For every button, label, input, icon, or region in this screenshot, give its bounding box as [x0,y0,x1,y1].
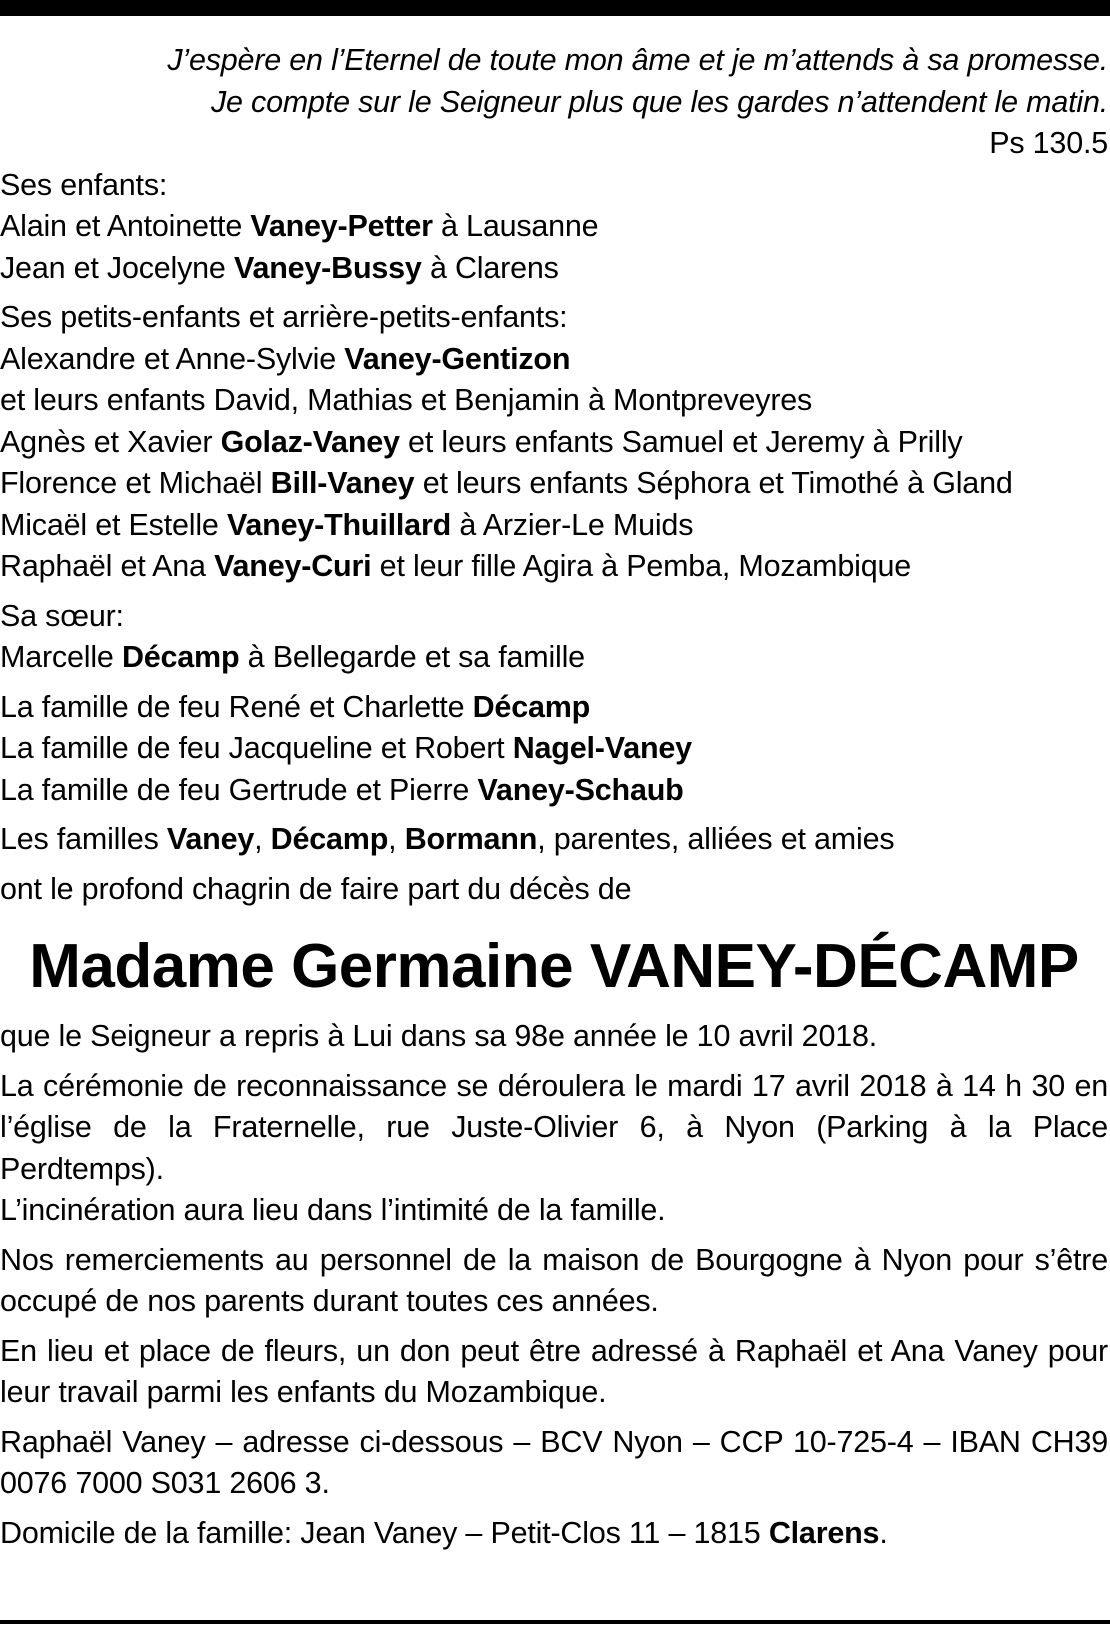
epigraph-line: Je compte sur le Seigneur plus que les gardes n’attendent le matin. [210,84,1108,119]
grandchildren-section [0,297,1108,588]
cremation-paragraph: L’incinération aura lieu dans l’intimité de la famille. [0,1193,666,1227]
ceremony-paragraph: La cérémonie de reconnaissance se déroulera le mardi 17 avril 2018 à 14 h 30 en l’église de la Fraternelle, rue Juste-Olivier 6, à Nyon (Parking à la Place Perdtemps). [0,1068,1108,1186]
family-entry: Marcelle Décamp à Bellegarde et sa famille [0,640,585,674]
section-heading: Sa sœur: [0,598,124,633]
other-families: Les familles Vaney, Décamp, Bormann, parentes, alliées et amies [0,822,895,856]
family-entry: Alexandre et Anne-Sylvie Vaney-Gentizon [0,341,571,376]
family-entry: Agnès et Xavier Golaz-Vaney et leurs enfants Samuel et Jeremy à Prilly [0,424,963,459]
donation-paragraph: En lieu et place de fleurs, un don peut être adressé à Raphaël et Ana Vaney pour leur travail parmi les enfants du Mozambique. [0,1333,1108,1409]
epigraph-reference: Ps 130.5 [989,126,1108,160]
sister-section [0,596,1108,679]
family-domicile: Domicile de la famille: Jean Vaney – Petit-Clos 11 – 1815 Clarens. [0,1515,888,1550]
deceased-name: Madame Germaine VANEY-DÉCAMP [29,932,1079,1001]
section-heading: Ses petits-enfants et arrière-petits-enfants: [0,300,568,334]
obituary-notice [0,40,1108,1554]
family-entry: Raphaël et Ana Vaney-Curi et leur fille Agira à Pemba, Mozambique [0,549,911,583]
death-notice: que le Seigneur a repris à Lui dans sa 98e année le 10 avril 2018. [0,1019,878,1053]
family-entry: Micaël et Estelle Vaney-Thuillard à Arzier-Le Muids [0,507,694,542]
bank-details: Raphaël Vaney – adresse ci-dessous – BCV Nyon – CCP 10-725-4 – IBAN CH39 0076 7000 S031 2606 3. [0,1424,1108,1500]
extended-families [0,687,1108,812]
family-entry: Alain et Antoinette Vaney-Petter à Lausanne [0,209,599,243]
family-entry: Jean et Jocelyne Vaney-Bussy à Clarens [0,250,559,285]
epigraph-line: J’espère en l’Eternel de toute mon âme et je m’attends à sa promesse. [167,43,1108,77]
family-entry: La famille de feu Gertrude et Pierre Vaney-Schaub [0,772,684,807]
family-entry: La famille de feu Jacqueline et Robert Nagel-Vaney [0,731,692,765]
section-heading: Ses enfants: [0,167,168,202]
bottom-rule [0,1620,1110,1624]
epigraph [0,40,1108,165]
thanks-paragraph: Nos remerciements au personnel de la maison de Bourgogne à Nyon pour s’être occupé de nos parents durant toutes ces années. [0,1242,1108,1318]
children-section [0,165,1108,290]
family-entry: Florence et Michaël Bill-Vaney et leurs enfants Séphora et Timothé à Gland [0,466,1013,500]
family-entry: et leurs enfants David, Mathias et Benjamin à Montpreveyres [0,383,813,417]
top-rule [0,0,1110,16]
announcement-text: ont le profond chagrin de faire part du décès de [0,871,632,906]
family-entry: La famille de feu René et Charlette Décamp [0,689,591,724]
